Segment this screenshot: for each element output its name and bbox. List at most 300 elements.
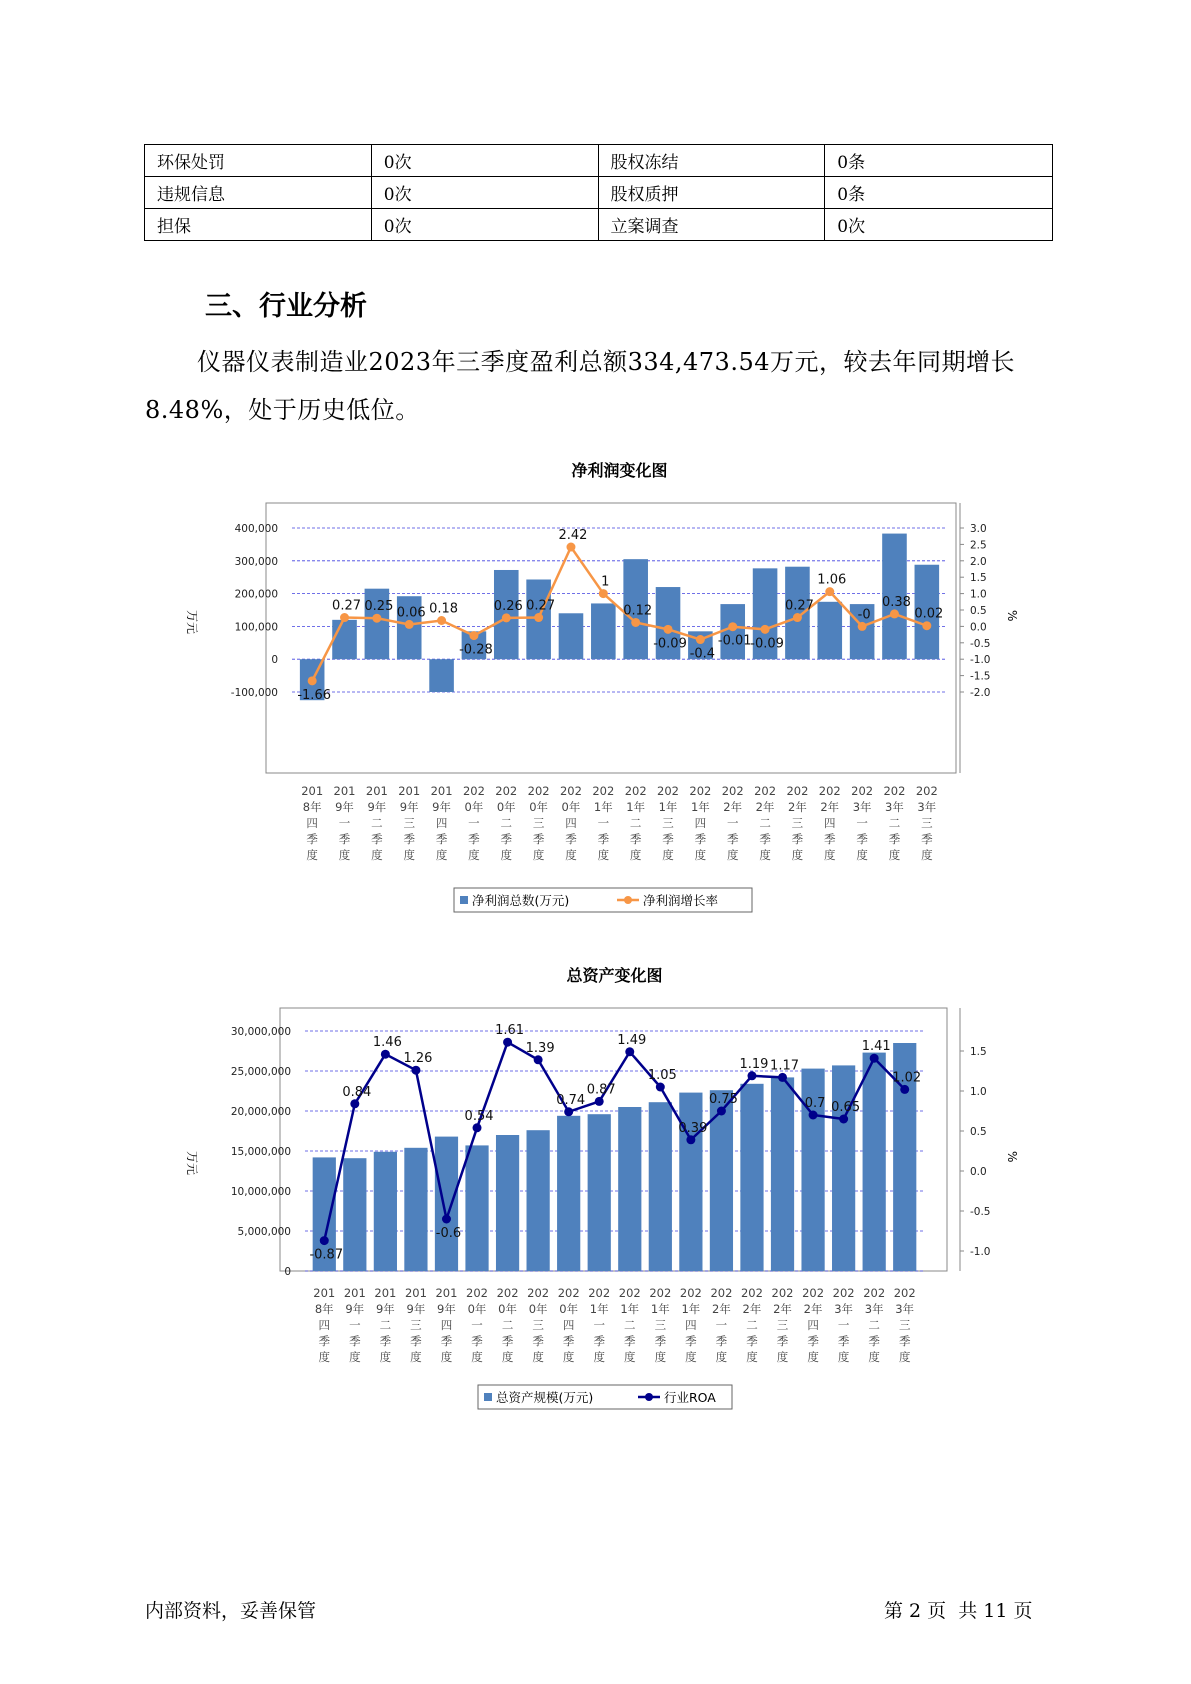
x-tick-label: 9年 (406, 1302, 426, 1316)
x-tick-label: 1年 (690, 800, 710, 814)
x-tick-label: 0年 (561, 800, 581, 814)
x-tick-label: 202 (786, 784, 809, 798)
data-point (717, 1107, 726, 1116)
y-left-tick-label: 25,000,000 (230, 1066, 291, 1078)
data-label: 1.19 (739, 1056, 769, 1072)
x-tick-label: 202 (771, 1286, 794, 1300)
data-bar (332, 620, 357, 659)
x-tick-label: 202 (710, 1286, 733, 1300)
x-tick-label: 9年 (367, 800, 387, 814)
x-tick-label: 201 (343, 1286, 366, 1300)
legend-line-marker (624, 896, 632, 904)
x-tick-label: 3年 (864, 1302, 884, 1316)
x-tick-label: 度 (624, 1350, 636, 1364)
y-right-tick-label: 0.5 (970, 605, 987, 617)
y-left-tick-label: 400,000 (234, 523, 278, 535)
y-right-tick-label: -1.0 (970, 1246, 991, 1258)
data-bar (343, 1158, 366, 1271)
data-label: 0.38 (881, 594, 911, 610)
x-tick-label: 202 (618, 1286, 641, 1300)
x-tick-label: 二 (500, 816, 513, 830)
data-point (534, 613, 543, 622)
x-tick-label: 三 (410, 1318, 422, 1332)
data-bar (679, 1093, 702, 1271)
x-tick-label: 201 (333, 784, 356, 798)
x-tick-label: 0年 (559, 1302, 579, 1316)
legend-bar-label: 总资产规模(万元) (496, 1390, 594, 1405)
x-tick-label: 2年 (712, 1302, 731, 1316)
x-tick-label: 二 (501, 1318, 514, 1332)
x-tick-label: 2年 (755, 800, 775, 814)
x-tick-label: 2年 (773, 1302, 792, 1316)
data-bar (465, 1145, 488, 1271)
data-point (381, 1050, 390, 1059)
x-tick-label: 度 (685, 1350, 697, 1364)
x-tick-label: 度 (318, 1350, 331, 1364)
data-bar (817, 602, 842, 659)
data-label: -0 (857, 607, 871, 623)
x-tick-label: 四 (306, 816, 318, 830)
data-bar (435, 1137, 458, 1271)
x-tick-label: 季 (318, 1334, 331, 1348)
data-bar (404, 1148, 427, 1271)
x-tick-label: 1年 (593, 800, 613, 814)
y-left-axis-title: 万元 (185, 1151, 199, 1176)
x-tick-label: 1年 (589, 1302, 609, 1316)
x-tick-label: 季 (597, 832, 610, 846)
x-tick-label: 季 (349, 1334, 361, 1348)
x-tick-label: 1年 (658, 800, 678, 814)
row-label: 股权质押 (598, 177, 825, 209)
x-tick-label: 季 (759, 832, 771, 846)
x-tick-label: 四 (807, 1318, 819, 1332)
x-tick-label: 季 (306, 832, 318, 846)
data-bar (618, 1107, 641, 1271)
x-tick-label: 3年 (895, 1302, 915, 1316)
y-right-tick-label: -2.0 (970, 687, 991, 699)
row-value: 0次 (371, 145, 598, 177)
y-right-tick-label: -1.5 (970, 670, 991, 683)
y-left-tick-label: 200,000 (234, 588, 278, 601)
x-tick-label: 201 (398, 784, 421, 798)
data-label: 1.49 (617, 1032, 647, 1048)
x-tick-label: 一 (856, 816, 868, 830)
legend-bar-swatch (484, 1393, 492, 1401)
data-bar (863, 1053, 886, 1271)
x-tick-label: 度 (468, 848, 480, 862)
x-tick-label: 度 (338, 848, 351, 862)
risk-info-table (144, 144, 1053, 241)
legend-bar-swatch (460, 896, 468, 904)
x-tick-label: 度 (349, 1350, 361, 1364)
data-label: 0.27 (332, 598, 362, 614)
x-tick-label: 202 (679, 1286, 702, 1300)
y-right-axis-title: % (1005, 1151, 1019, 1163)
x-tick-label: 202 (592, 784, 615, 798)
data-label: 0.12 (623, 603, 653, 619)
row-value: 0次 (825, 209, 1053, 241)
data-point (809, 1111, 818, 1120)
x-tick-label: 1年 (650, 1302, 670, 1316)
data-bar (771, 1077, 794, 1271)
x-tick-label: 季 (921, 832, 933, 846)
y-right-tick-label: 0.0 (970, 1166, 987, 1178)
row-value: 0条 (825, 177, 1053, 209)
y-right-axis-title: % (1005, 610, 1019, 622)
legend-bar-label: 净利润总数(万元) (472, 893, 570, 908)
data-label: -0.6 (435, 1226, 462, 1241)
data-label: 0.25 (364, 599, 394, 615)
x-tick-label: 三 (776, 1318, 789, 1332)
y-left-axis-title: 万元 (185, 610, 199, 635)
x-tick-label: 二 (379, 1318, 392, 1332)
x-tick-label: 季 (532, 1334, 544, 1348)
x-tick-label: 一 (593, 1318, 605, 1332)
x-tick-label: 202 (832, 1286, 855, 1300)
data-point (793, 613, 802, 622)
table-row (145, 145, 1053, 177)
x-tick-label: 度 (694, 848, 707, 862)
x-tick-label: 一 (597, 816, 610, 830)
row-label: 股权冻结 (598, 145, 825, 177)
x-tick-label: 度 (791, 848, 804, 862)
x-tick-label: 度 (435, 848, 448, 862)
x-tick-label: 2年 (820, 800, 840, 814)
chart-title: 净利润变化图 (571, 461, 668, 480)
data-label: 1.06 (817, 572, 847, 588)
x-tick-label: 三 (898, 1318, 911, 1332)
data-point (761, 625, 770, 634)
data-point (411, 1066, 420, 1075)
x-tick-label: 202 (863, 1286, 886, 1300)
x-tick-label: 二 (624, 1318, 636, 1332)
data-label: -0.4 (689, 646, 716, 662)
x-tick-label: 三 (791, 816, 804, 830)
data-label: -1.66 (297, 687, 331, 703)
x-tick-label: 季 (856, 832, 868, 846)
x-tick-label: 度 (403, 848, 415, 862)
x-tick-label: 度 (500, 848, 513, 862)
x-tick-label: 202 (740, 1286, 763, 1300)
x-tick-label: 四 (318, 1318, 331, 1332)
x-tick-label: 202 (527, 784, 550, 798)
legend-line-marker (645, 1393, 653, 1401)
x-tick-label: 季 (726, 832, 739, 846)
data-point (595, 1097, 604, 1106)
x-tick-label: 季 (715, 1334, 728, 1348)
x-tick-label: 季 (435, 832, 448, 846)
x-tick-label: 度 (629, 848, 642, 862)
data-label: 0.54 (464, 1108, 494, 1124)
x-tick-label: 季 (662, 832, 674, 846)
x-tick-label: 三 (654, 1318, 667, 1332)
data-point (858, 622, 867, 631)
chart-title: 总资产变化图 (566, 966, 663, 985)
x-tick-label: 季 (562, 1334, 575, 1348)
y-right-tick-label: 1.0 (970, 588, 987, 601)
x-tick-label: 202 (802, 1286, 825, 1300)
data-bar (588, 1114, 611, 1271)
data-bar (720, 604, 745, 659)
data-label: -0.09 (750, 636, 784, 652)
x-tick-label: 9年 (375, 1302, 395, 1316)
y-right-tick-label: 1.5 (970, 1046, 987, 1058)
x-tick-label: 二 (888, 816, 901, 830)
x-tick-label: 四 (562, 1318, 575, 1332)
data-label: 0.02 (914, 606, 944, 622)
x-tick-label: 0年 (528, 1302, 548, 1316)
x-tick-label: 202 (657, 784, 680, 798)
y-right-tick-label: 2.0 (970, 555, 987, 568)
x-tick-label: 度 (715, 1350, 728, 1364)
x-tick-label: 3年 (852, 800, 872, 814)
x-tick-label: 0年 (467, 1302, 487, 1316)
data-label: 1.26 (403, 1051, 433, 1067)
data-point (320, 1236, 329, 1245)
x-tick-label: 201 (435, 1286, 458, 1300)
x-tick-label: 一 (837, 1318, 850, 1332)
data-point (405, 620, 414, 629)
footer-confidential: 内部资料，妥善保管 (145, 1600, 317, 1622)
data-point (442, 1215, 451, 1224)
x-tick-label: 度 (565, 848, 577, 862)
x-tick-label: 度 (501, 1350, 514, 1364)
x-tick-label: 201 (313, 1286, 336, 1300)
x-tick-label: 1年 (626, 800, 646, 814)
data-bar (496, 1135, 519, 1271)
data-point (308, 676, 317, 685)
row-label: 立案调查 (598, 209, 825, 241)
y-left-tick-label: -100,000 (230, 687, 278, 699)
data-bar (832, 1065, 855, 1271)
x-tick-label: 3年 (885, 800, 904, 814)
y-left-tick-label: 300,000 (234, 555, 278, 568)
row-value: 0次 (371, 209, 598, 241)
x-tick-label: 度 (898, 1350, 911, 1364)
y-left-tick-label: 100,000 (234, 621, 278, 634)
x-tick-label: 四 (824, 816, 836, 830)
x-tick-label: 季 (338, 832, 351, 846)
y-left-tick-label: 5,000,000 (237, 1226, 291, 1238)
data-point (870, 1054, 879, 1063)
data-label: 0.39 (678, 1120, 708, 1136)
data-point (631, 618, 640, 627)
x-tick-label: 二 (629, 816, 642, 830)
y-right-tick-label: -0.5 (970, 637, 991, 650)
x-tick-label: 度 (746, 1350, 758, 1364)
y-right-tick-label: 1.0 (970, 1086, 987, 1098)
x-tick-label: 一 (468, 816, 480, 830)
table-row (145, 177, 1053, 209)
x-tick-label: 季 (837, 1334, 850, 1348)
data-point (747, 1071, 756, 1080)
legend-line-label: 行业ROA (664, 1390, 716, 1405)
data-label: -0.01 (717, 633, 752, 649)
x-tick-label: 度 (868, 1350, 880, 1364)
x-tick-label: 9年 (399, 800, 419, 814)
data-bar (429, 659, 454, 692)
data-point (625, 1047, 634, 1056)
y-left-tick-label: 0 (271, 654, 278, 667)
data-label: 1.46 (372, 1035, 402, 1051)
data-label: 0.75 (708, 1092, 738, 1107)
x-tick-label: 季 (403, 832, 415, 846)
x-tick-label: 季 (501, 1334, 514, 1348)
data-label: -0.09 (653, 636, 687, 652)
row-value: 0条 (825, 145, 1053, 177)
data-label: 0.65 (831, 1100, 861, 1115)
data-bar (527, 1130, 550, 1271)
data-point (503, 1038, 512, 1047)
y-right-tick-label: 0.0 (970, 621, 987, 634)
data-bar (740, 1084, 763, 1271)
x-tick-label: 3年 (917, 800, 937, 814)
x-tick-label: 0年 (464, 800, 484, 814)
x-tick-label: 202 (689, 784, 712, 798)
x-tick-label: 季 (629, 832, 642, 846)
y-left-tick-label: 30,000,000 (230, 1026, 291, 1038)
x-tick-label: 9年 (432, 800, 451, 814)
x-tick-label: 2年 (742, 1302, 762, 1316)
x-tick-label: 度 (726, 848, 739, 862)
section-paragraph: 仪器仪表制造业2023年三季度盈利总额334,473.54万元，较去年同期增长8.48%，处于历史低位。 (145, 348, 1015, 424)
data-point (566, 543, 575, 552)
x-tick-label: 度 (593, 1350, 605, 1364)
x-tick-label: 202 (818, 784, 841, 798)
data-point (696, 635, 705, 644)
x-tick-label: 度 (856, 848, 868, 862)
data-label: 0.84 (342, 1084, 372, 1100)
x-tick-label: 202 (915, 784, 938, 798)
data-point (686, 1135, 695, 1144)
x-tick-label: 度 (532, 848, 545, 862)
data-point (473, 1123, 482, 1132)
x-tick-label: 四 (694, 816, 707, 830)
data-bar (374, 1152, 397, 1271)
x-tick-label: 季 (468, 832, 480, 846)
x-tick-label: 202 (851, 784, 874, 798)
data-bar (557, 1116, 580, 1271)
x-tick-label: 3年 (834, 1302, 854, 1316)
x-tick-label: 四 (440, 1318, 453, 1332)
data-label: 0.74 (556, 1092, 586, 1108)
x-tick-label: 度 (824, 848, 836, 862)
x-tick-label: 202 (495, 784, 518, 798)
x-tick-label: 202 (462, 784, 485, 798)
data-point (437, 616, 446, 625)
data-point (564, 1107, 573, 1116)
data-label: 1 (601, 574, 610, 590)
x-tick-label: 季 (471, 1334, 483, 1348)
x-tick-label: 度 (306, 848, 318, 862)
x-tick-label: 三 (921, 816, 933, 830)
data-label: 1.41 (861, 1039, 891, 1055)
data-point (372, 614, 381, 623)
x-tick-label: 二 (868, 1318, 880, 1332)
x-tick-label: 季 (791, 832, 804, 846)
x-tick-label: 201 (404, 1286, 427, 1300)
x-tick-label: 季 (746, 1334, 758, 1348)
data-label: 0.87 (586, 1082, 616, 1098)
data-point (728, 622, 737, 631)
row-label: 违规信息 (145, 177, 372, 209)
y-right-tick-label: 2.5 (970, 539, 987, 552)
y-right-tick-label: 1.5 (970, 572, 987, 585)
x-tick-label: 2年 (723, 800, 743, 814)
x-tick-label: 季 (410, 1334, 422, 1348)
data-label: 2.42 (558, 528, 588, 544)
x-tick-label: 度 (471, 1350, 483, 1364)
data-point (469, 631, 478, 640)
x-tick-label: 季 (868, 1334, 880, 1348)
x-tick-label: 度 (379, 1350, 392, 1364)
x-tick-label: 度 (371, 848, 383, 862)
x-tick-label: 202 (557, 1286, 580, 1300)
x-tick-label: 四 (685, 1318, 697, 1332)
data-point (340, 613, 349, 622)
y-right-tick-label: -1.0 (970, 654, 991, 667)
x-tick-label: 季 (807, 1334, 819, 1348)
x-tick-label: 季 (888, 832, 901, 846)
x-tick-label: 季 (685, 1334, 697, 1348)
x-tick-label: 2年 (803, 1302, 823, 1316)
data-label: 1.61 (495, 1023, 525, 1039)
x-tick-label: 三 (532, 1318, 544, 1332)
data-bar (559, 613, 584, 659)
x-tick-label: 度 (597, 848, 610, 862)
x-tick-label: 度 (532, 1350, 544, 1364)
data-label: -0.87 (309, 1247, 344, 1263)
data-label: 1.02 (892, 1070, 922, 1086)
x-tick-label: 度 (440, 1350, 453, 1364)
data-point (839, 1115, 848, 1124)
x-tick-label: 一 (726, 816, 739, 830)
x-tick-label: 度 (921, 848, 933, 862)
x-tick-label: 201 (365, 784, 388, 798)
x-tick-label: 季 (371, 832, 383, 846)
table-row (145, 209, 1053, 241)
x-tick-label: 8年 (302, 800, 322, 814)
data-bar (649, 1102, 672, 1271)
x-tick-label: 度 (807, 1350, 819, 1364)
x-tick-label: 四 (435, 816, 448, 830)
data-point (664, 625, 673, 634)
x-tick-label: 度 (759, 848, 771, 862)
x-tick-label: 季 (654, 1334, 667, 1348)
section-heading: 三、行业分析 (205, 291, 367, 322)
y-left-tick-label: 20,000,000 (230, 1106, 291, 1118)
total-assets-chart (0, 955, 1191, 1415)
row-label: 担保 (145, 209, 372, 241)
legend-line-label: 净利润增长率 (643, 893, 719, 908)
x-tick-label: 季 (565, 832, 577, 846)
x-tick-label: 一 (338, 816, 351, 830)
x-tick-label: 季 (824, 832, 836, 846)
x-tick-label: 二 (371, 816, 383, 830)
data-point (825, 587, 834, 596)
x-tick-label: 0年 (529, 800, 549, 814)
x-tick-label: 0年 (496, 800, 516, 814)
x-tick-label: 202 (649, 1286, 672, 1300)
x-tick-label: 度 (410, 1350, 422, 1364)
x-tick-label: 季 (500, 832, 513, 846)
data-label: 1.39 (525, 1040, 555, 1056)
y-left-tick-label: 0 (284, 1266, 291, 1278)
data-label: 0.06 (396, 605, 426, 621)
x-tick-label: 三 (403, 816, 415, 830)
data-label: 1.05 (647, 1068, 677, 1083)
net-profit-chart (0, 455, 1191, 925)
